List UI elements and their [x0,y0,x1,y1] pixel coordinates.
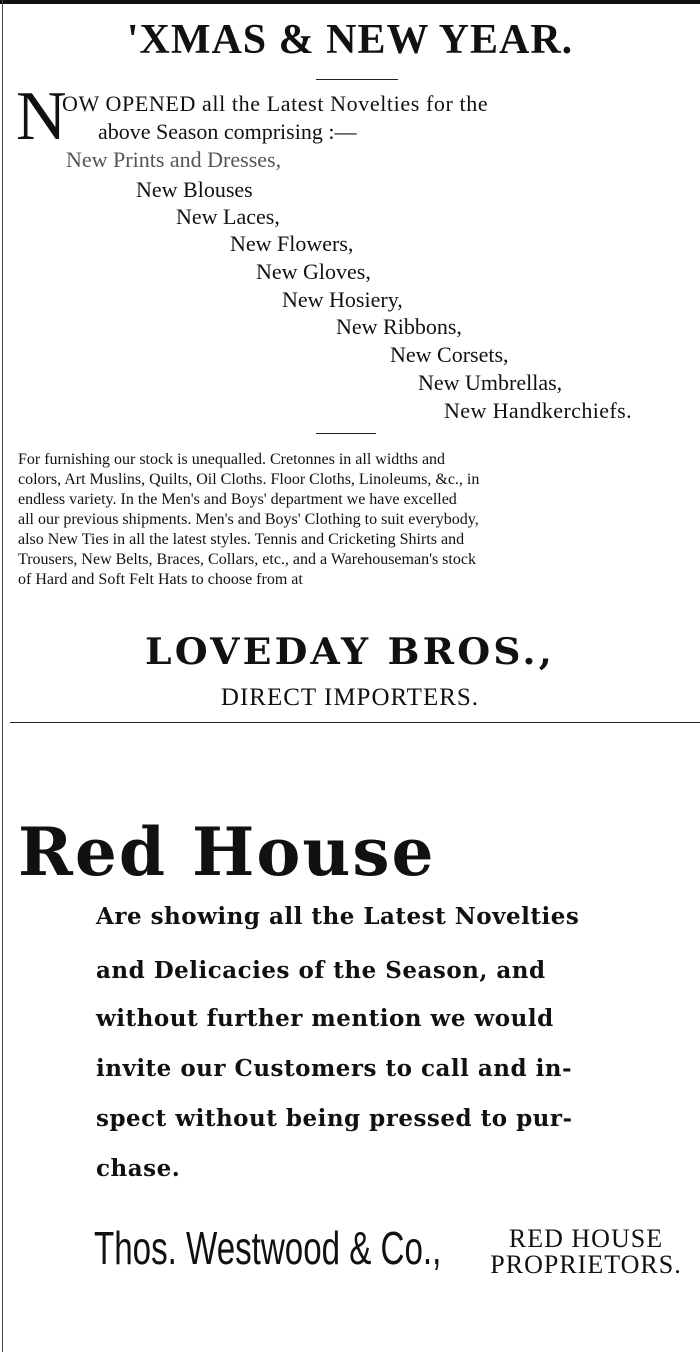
red-house-text-line: invite our Customers to call and in- [96,1055,573,1082]
top-border-rule [0,0,700,4]
body-text-line: of Hard and Soft Felt Hats to choose from at [18,571,303,588]
red-house-text-line: without further mention we would [96,1005,554,1032]
ad-headline: 'XMAS & NEW YEAR. [126,17,574,63]
red-house-text-line: spect without being pressed to pur- [96,1105,573,1132]
left-column-rule [2,0,3,1352]
firm-name: LOVEDAY BROS., [144,631,556,673]
body-text-line: Trousers, New Belts, Braces, Collars, etc., and a Warehouseman's stock [18,551,476,568]
novelty-item: New Prints and Dresses, [66,147,282,172]
ad-separator-rule [10,722,700,723]
drop-cap: N [16,78,67,155]
red-house-title: Red House [18,813,436,891]
proprietor-name: Thos. Westwood & Co., [94,1222,442,1274]
novelty-item: New Gloves, [256,259,371,284]
firm-subtitle: DIRECT IMPORTERS. [220,684,480,711]
novelty-item: New Ribbons, [336,314,462,339]
body-text-line: also New Ties in all the latest styles. Tennis and Cricketing Shirts and [18,531,465,548]
novelty-item: New Handkerchiefs. [444,398,633,423]
body-text-line: colors, Art Muslins, Quilts, Oil Cloths. Floor Cloths, Linoleums, &c., in [18,471,480,488]
intro-line: OW OPENED all the Latest Novelties for the [62,91,489,116]
intro-line: above Season comprising :— [98,119,357,144]
novelty-item: New Corsets, [390,342,509,367]
novelty-item: New Hosiery, [282,287,403,312]
novelty-item: New Blouses [136,177,253,202]
red-house-text-line: chase. [96,1155,181,1182]
body-text-line: endless variety. In the Men's and Boys' department we have excelled [18,491,457,508]
novelty-item: New Laces, [176,204,280,229]
red-house-text-line: Are showing all the Latest Novelties [96,903,580,930]
proprietor-title-line: RED HOUSE [508,1224,664,1253]
body-text-line: all our previous shipments. Men's and Boys' Clothing to suit everybody, [18,511,479,528]
red-house-text-line: and Delicacies of the Season, and [96,957,546,984]
proprietor-title-line: PROPRIETORS. [490,1250,682,1279]
body-divider [316,433,376,434]
novelty-item: New Umbrellas, [418,370,563,395]
body-text-line: For furnishing our stock is unequalled. Cretonnes in all widths and [18,451,446,468]
headline-divider [316,79,398,80]
novelty-item: New Flowers, [230,231,354,256]
